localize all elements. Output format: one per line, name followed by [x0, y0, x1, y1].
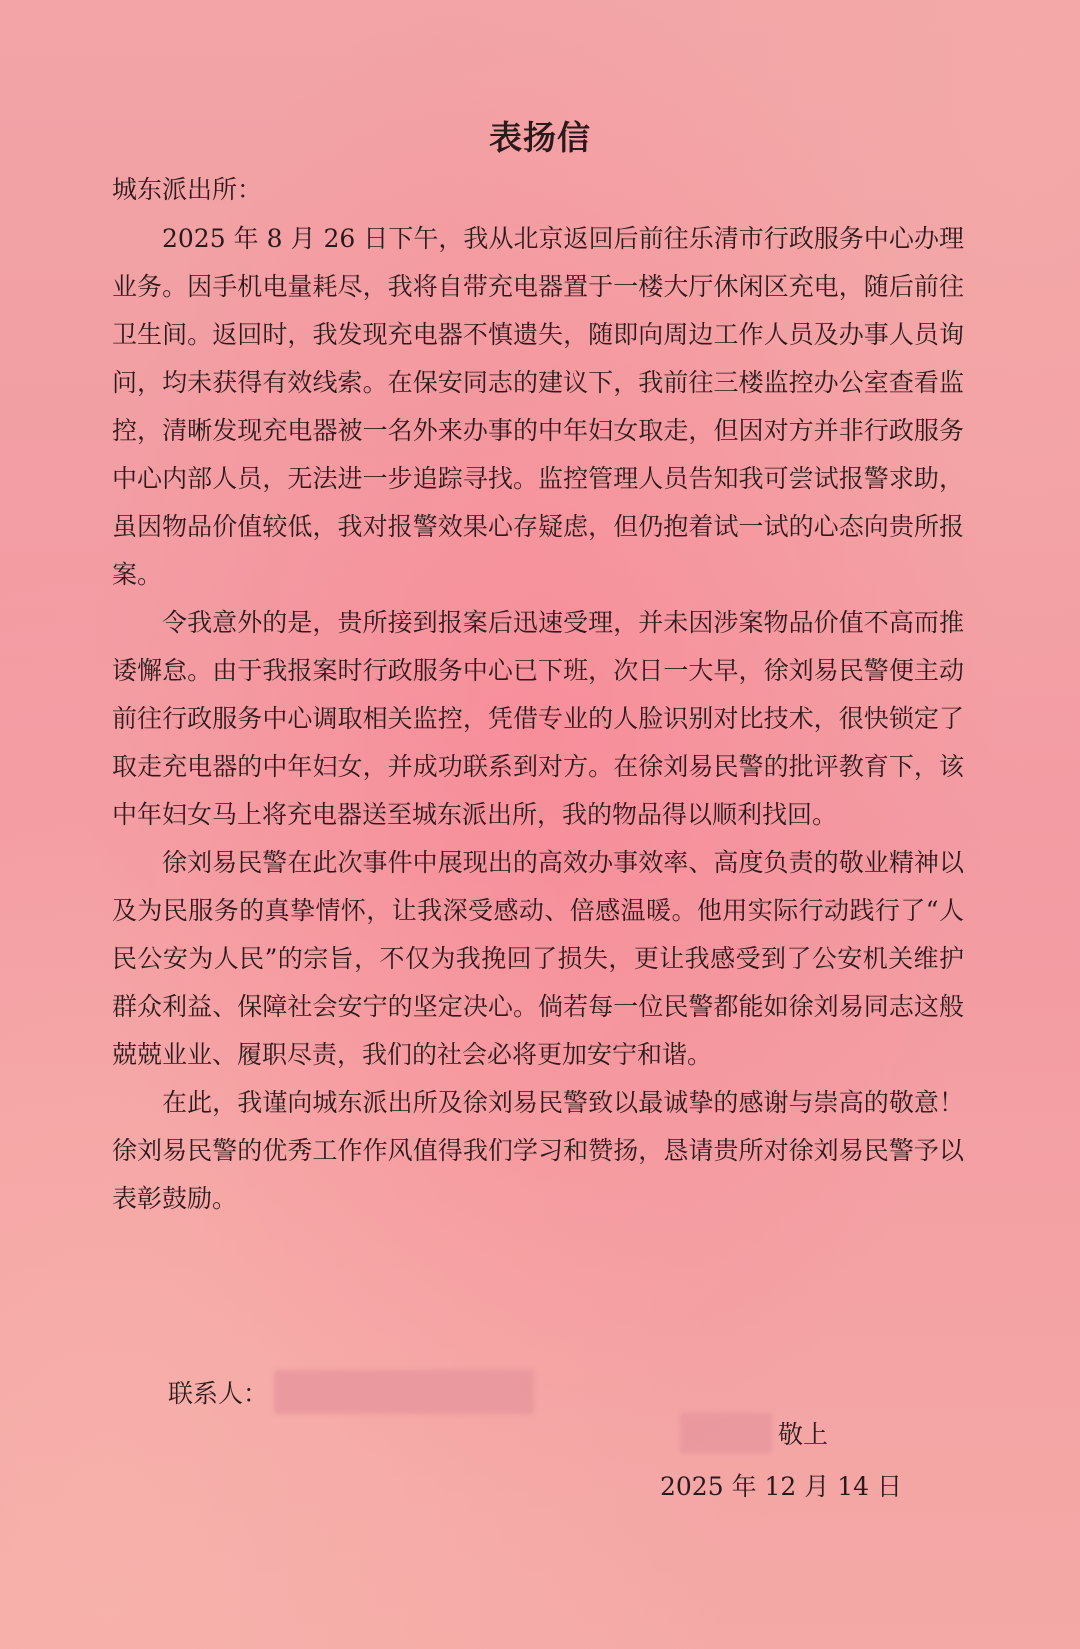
letter-date: 2025 年 12 月 14 日 — [660, 1472, 902, 1501]
paragraph: 在此，我谨向城东派出所及徐刘易民警致以最诚挚的感谢与崇高的敬意！徐刘易民警的优秀工作作风值得我们学习和赞扬，恳请贵所对徐刘易民警予以表彰鼓励。 — [112, 1088, 964, 1213]
contact-line — [168, 1370, 534, 1414]
letter-title: 表扬信 — [489, 118, 591, 157]
letter-body — [112, 215, 964, 1223]
signature-line — [680, 1413, 828, 1453]
redacted-contact — [274, 1370, 534, 1414]
closing: 敬上 — [778, 1420, 829, 1449]
paragraph: 2025 年 8 月 26 日下午，我从北京返回后前往乐清市行政服务中心办理业务。因手机电量耗尽，我将自带充电器置于一楼大厅休闲区充电，随后前往卫生间。返回时，我发现充电器不慎遗失，随即向周边工作人员及办事人员询问，均未获得有效线索。在保安同志的建议下，我前往三楼监控办公室查看监控，清晰发现充电器被一名外来办事的中年妇女取走，但因对方并非行政服务中心内部人员，无法进一步追踪寻找。监控管理人员告知我可尝试报警求助，虽因物品价值较低，我对报警效果心存疑虑，但仍抱着试一试的心态向贵所报案。 — [112, 224, 964, 589]
salutation: 城东派出所： — [112, 175, 263, 204]
contact-label: 联系人： — [168, 1379, 269, 1408]
paragraph: 徐刘易民警在此次事件中展现出的高效办事效率、高度负责的敬业精神以及为民服务的真挚情怀，让我深受感动、倍感温暖。他用实际行动践行了“人民公安为人民”的宗旨，不仅为我挽回了损失，更让我感受到了公安机关维护群众利益、保障社会安宁的坚定决心。倘若每一位民警都能如徐刘易同志这般兢兢业业、履职尽责，我们的社会必将更加安宁和谐。 — [112, 848, 964, 1069]
paragraph: 令我意外的是，贵所接到报案后迅速受理，并未因涉案物品价值不高而推诿懈怠。由于我报案时行政服务中心已下班，次日一大早，徐刘易民警便主动前往行政服务中心调取相关监控，凭借专业的人脸识别对比技术，很快锁定了取走充电器的中年妇女，并成功联系到对方。在徐刘易民警的批评教育下，该中年妇女马上将充电器送至城东派出所，我的物品得以顺利找回。 — [112, 608, 964, 829]
redacted-signer — [680, 1413, 772, 1453]
